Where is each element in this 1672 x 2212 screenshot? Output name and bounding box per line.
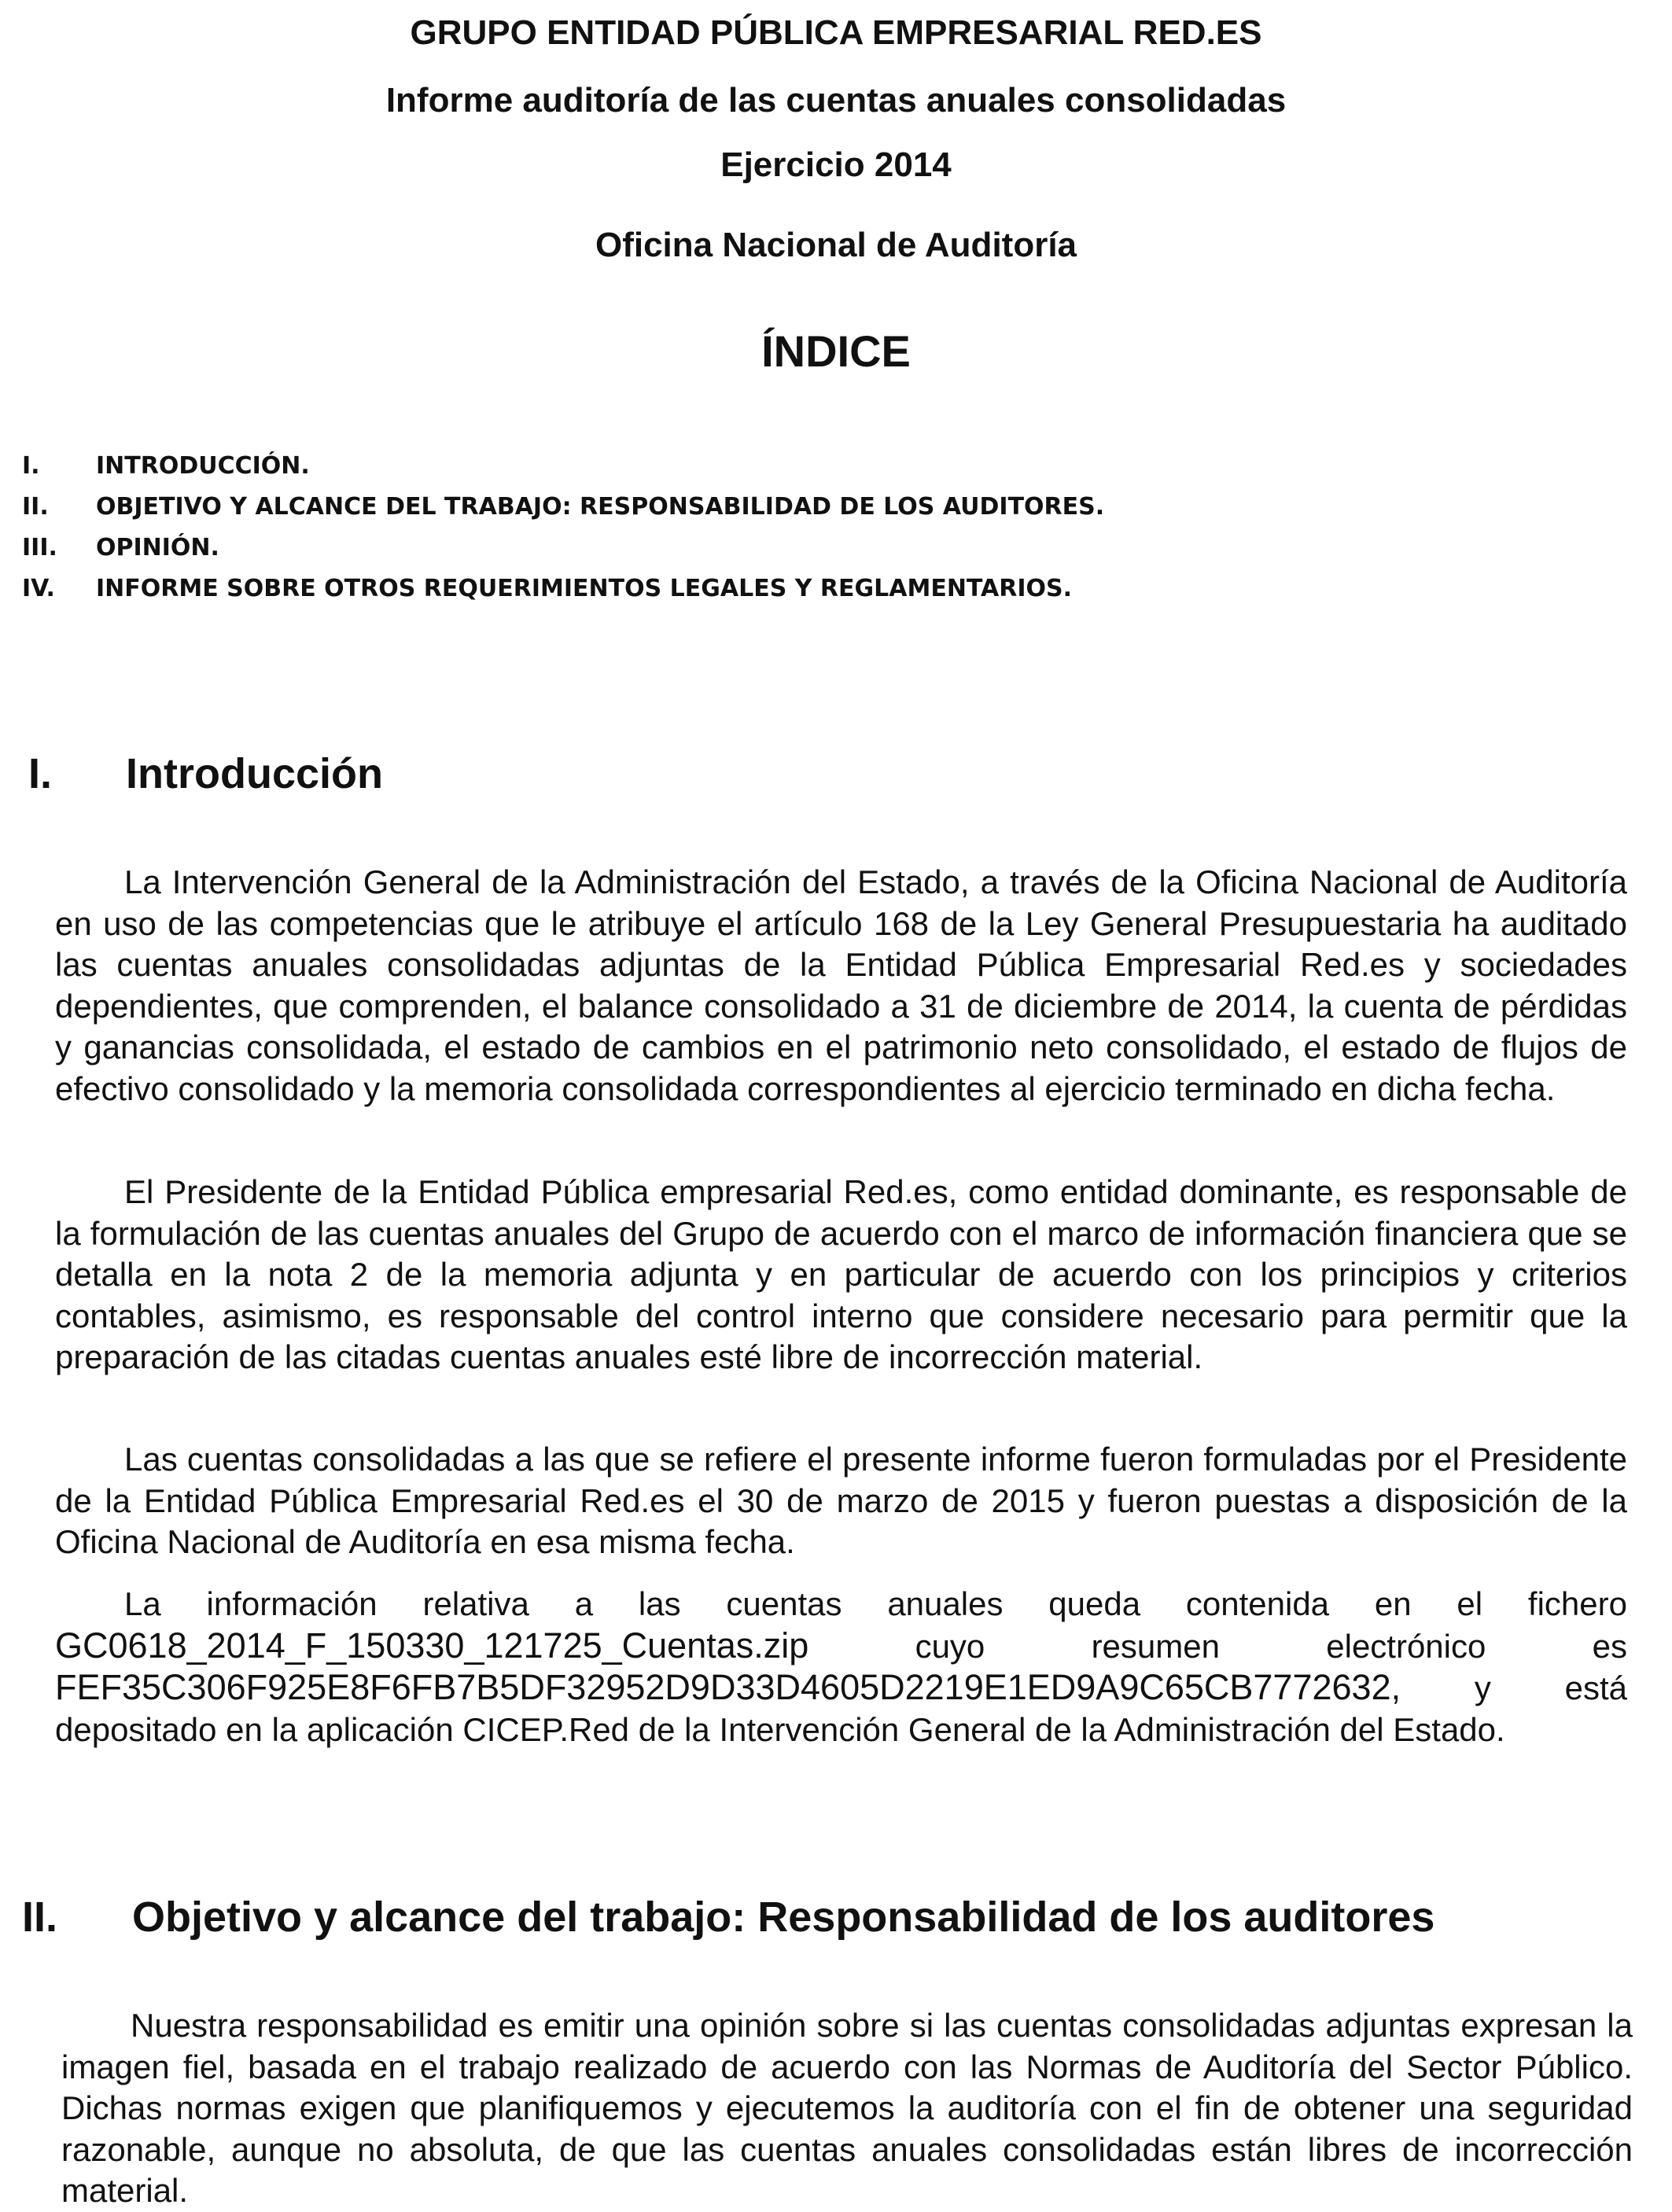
index-list bbox=[22, 445, 1104, 609]
index-item bbox=[22, 486, 1104, 527]
header-exercise: Ejercicio 2014 bbox=[720, 145, 952, 184]
section-2-title: Objetivo y alcance del trabajo: Responsabilidad de los auditores bbox=[132, 1894, 1435, 1941]
index-item-number: II. bbox=[22, 492, 49, 521]
index-item-number: IV. bbox=[22, 574, 55, 602]
section-2-paragraph-1: Nuestra responsabilidad es emitir una opinión sobre si las cuentas consolidadas adjuntas expresan la imagen fiel, basada en el trabajo realizado de acuerdo con las Normas de Auditoría del Sector Público. Dichas normas exigen que planifiquemos y ejecutemos la auditoría con el fin de obtener una seguridad razonable, aunque no absoluta, de que las cuentas anuales consolidadas están libres de incorrección material. bbox=[61, 2007, 1633, 2209]
index-item bbox=[22, 568, 1104, 609]
section-1-paragraph-4 bbox=[55, 1584, 1627, 1750]
section-1-title: Introducción bbox=[126, 750, 383, 797]
index-item bbox=[22, 527, 1104, 568]
index-item-label: INTRODUCCIÓN. bbox=[96, 451, 310, 480]
index-item-label: OBJETIVO Y ALCANCE DEL TRABAJO: RESPONSABILIDAD DE LOS AUDITORES. bbox=[96, 492, 1105, 521]
header-group: GRUPO ENTIDAD PÚBLICA EMPRESARIAL RED.ES bbox=[410, 13, 1262, 52]
header-office: Oficina Nacional de Auditoría bbox=[595, 226, 1077, 264]
zip-file-name: GC0618_2014_F_150330_121725_Cuentas.zip bbox=[55, 1625, 809, 1665]
paragraph-4-end: y está depositado en la aplicación CICEP.Red de la Intervención General de la Administración del Estado. bbox=[55, 1669, 1627, 1748]
section-1-paragraph-3: Las cuentas consolidadas a las que se refiere el presente informe fueron formuladas por el Presidente de la Entidad Pública Empresarial Red.es el 30 de marzo de 2015 y fueron puestas a disposición de la Oficina Nacional de Auditoría en esa misma fecha. bbox=[55, 1441, 1627, 1560]
index-title: ÍNDICE bbox=[761, 326, 911, 376]
electronic-hash: FEF35C306F925E8F6FB7B5DF32952D9D33D4605D2219E1ED9A9C65CB7772632, bbox=[55, 1667, 1401, 1707]
section-2-heading bbox=[22, 1892, 1434, 1942]
paragraph-4-middle: cuyo resumen electrónico es bbox=[915, 1627, 1627, 1665]
paragraph-4-start: La información relativa a las cuentas anuales queda contenida en el fichero bbox=[124, 1585, 1627, 1622]
index-item-number: III. bbox=[22, 533, 57, 561]
header-report: Informe auditoría de las cuentas anuales consolidadas bbox=[385, 81, 1287, 120]
index-item-label: INFORME SOBRE OTROS REQUERIMIENTOS LEGALES Y REGLAMENTARIOS. bbox=[96, 574, 1073, 602]
section-1-paragraph-1: La Intervención General de la Administración del Estado, a través de la Oficina Nacional de Auditoría en uso de las competencias que le atribuye el artículo 168 de la Ley General Presupuestaria ha auditado las cuentas anuales consolidadas adjuntas de la Entidad Pública Empresarial Red.es y sociedades dependientes, que comprenden, el balance consolidado a 31 de diciembre de 2014, la cuenta de pérdidas y ganancias consolidada, el estado de cambios en el patrimonio neto consolidado, el estado de flujos de efectivo consolidado y la memoria consolidada correspondientes al ejercicio terminado en dicha fecha. bbox=[55, 863, 1627, 1107]
section-1-number: I. bbox=[28, 750, 53, 797]
index-item-number: I. bbox=[22, 451, 40, 480]
section-1-heading bbox=[28, 749, 383, 799]
section-1-paragraph-2: El Presidente de la Entidad Pública empresarial Red.es, como entidad dominante, es responsable de la formulación de las cuentas anuales del Grupo de acuerdo con el marco de información financiera que se detalla en la nota 2 de la memoria adjunta y en particular de acuerdo con los principios y criterios contables, asimismo, es responsable del control interno que considere necesario para permitir que la preparación de las citadas cuentas anuales esté libre de incorrección material. bbox=[55, 1173, 1627, 1375]
index-item bbox=[22, 445, 1104, 486]
index-item-label: OPINIÓN. bbox=[96, 533, 219, 561]
section-2-number: II. bbox=[22, 1894, 58, 1941]
